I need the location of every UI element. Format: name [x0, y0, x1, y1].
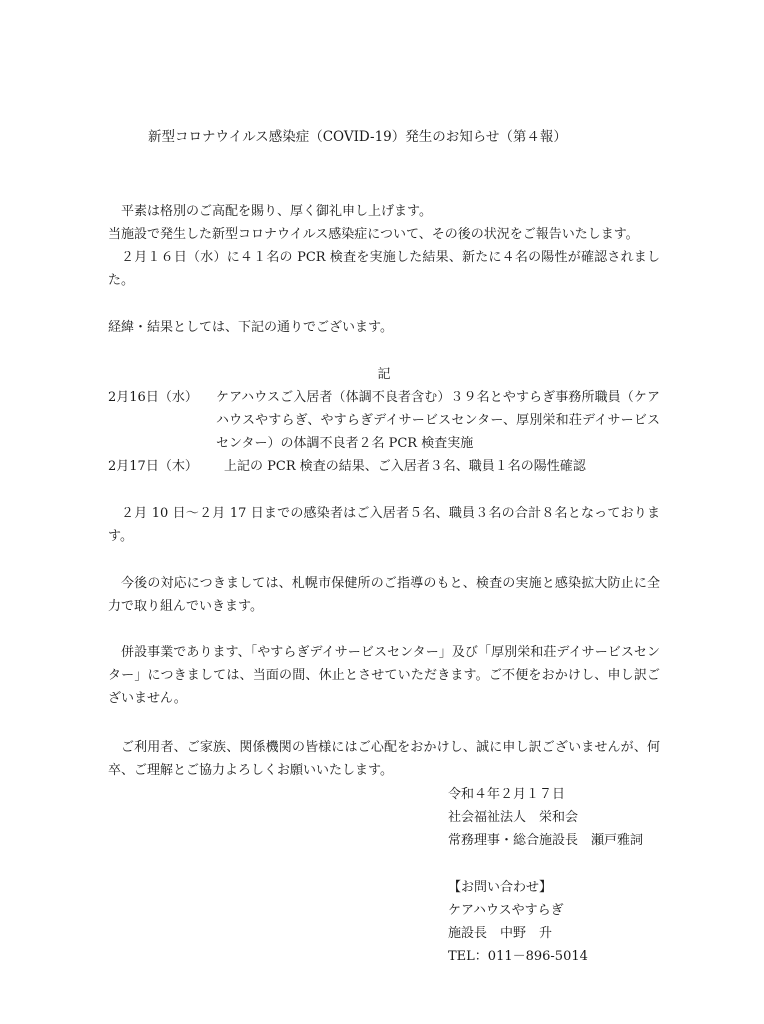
future-paragraph: 今後の対応につきましては、札幌市保健所のご指導のもと、検査の実施と感染拡大防止に全力で取り組んでいきます。 [108, 576, 660, 614]
document-title: 新型コロナウイルス感染症（COVID-19）発生のお知らせ（第４報） [148, 129, 567, 145]
record-text: 上記の PCR 検査の結果、ご入居者３名、職員１名の陽性確認 [224, 459, 586, 474]
summary-intro-block [108, 316, 660, 339]
greeting-line-2: 当施設で発生した新型コロナウイルス感染症について、その後の状況をご報告いたします。 [108, 227, 639, 242]
contact-tel: TEL：011－896-5014 [448, 949, 588, 964]
signature-organization: 社会福祉法人 栄和会 [448, 810, 579, 825]
record-row [108, 386, 660, 455]
record-text: ケアハウスご入居者（体調不良者含む）３９名とやすらぎ事務所職員（ケアハウスやすらぎ、やすらぎデイサービスセンター、厚別栄和荘デイサービスセンター）の体調不良者２名 PCR 検査実施 [216, 390, 660, 451]
greeting-block [108, 200, 660, 292]
record-date: 2月16日（水） [108, 390, 198, 405]
record-row [108, 455, 660, 478]
signature-date: 令和４年２月１７日 [448, 787, 566, 802]
total-block [108, 502, 660, 548]
summary-intro: 経緯・結果としては、下記の通りでございます。 [108, 320, 393, 335]
ki-block [108, 363, 660, 386]
total-paragraph: ２月 10 日～２月 17 日までの感染者はご入居者５名、職員３名の合計８名となっております。 [108, 506, 660, 544]
suspension-paragraph: 併設事業であります、「やすらぎデイサービスセンター」及び「厚別栄和荘デイサービスセンター」につきましては、当面の間、休止とさせていただきます。ご不便をおかけし、申し訳ございません。 [108, 645, 660, 706]
future-block [108, 572, 660, 618]
suspension-block [108, 641, 660, 710]
greeting-line-1: 平素は格別のご高配を賜り、厚く御礼申し上げます。 [121, 204, 432, 219]
signature-position: 常務理事・総合施設長 瀬戸雅詞 [448, 833, 644, 848]
contact-heading: 【お問い合わせ】 [448, 880, 553, 895]
ki-heading: 記 [377, 367, 391, 382]
contact-facility: ケアハウスやすらぎ [448, 903, 564, 918]
apology-paragraph: ご利用者、ご家族、関係機関の皆様にはご心配をおかけし、誠に申し訳ございませんが、何卒、ご理解とご協力よろしくお願いいたします。 [108, 740, 660, 778]
record-date: 2月17日（木） [108, 459, 198, 474]
pcr-paragraph: ２月１６日（水）に４１名の PCR 検査を実施した結果、新たに４名の陽性が確認されました。 [108, 250, 660, 288]
contact-manager: 施設長 中野 升 [448, 926, 553, 941]
apology-block [108, 736, 660, 782]
